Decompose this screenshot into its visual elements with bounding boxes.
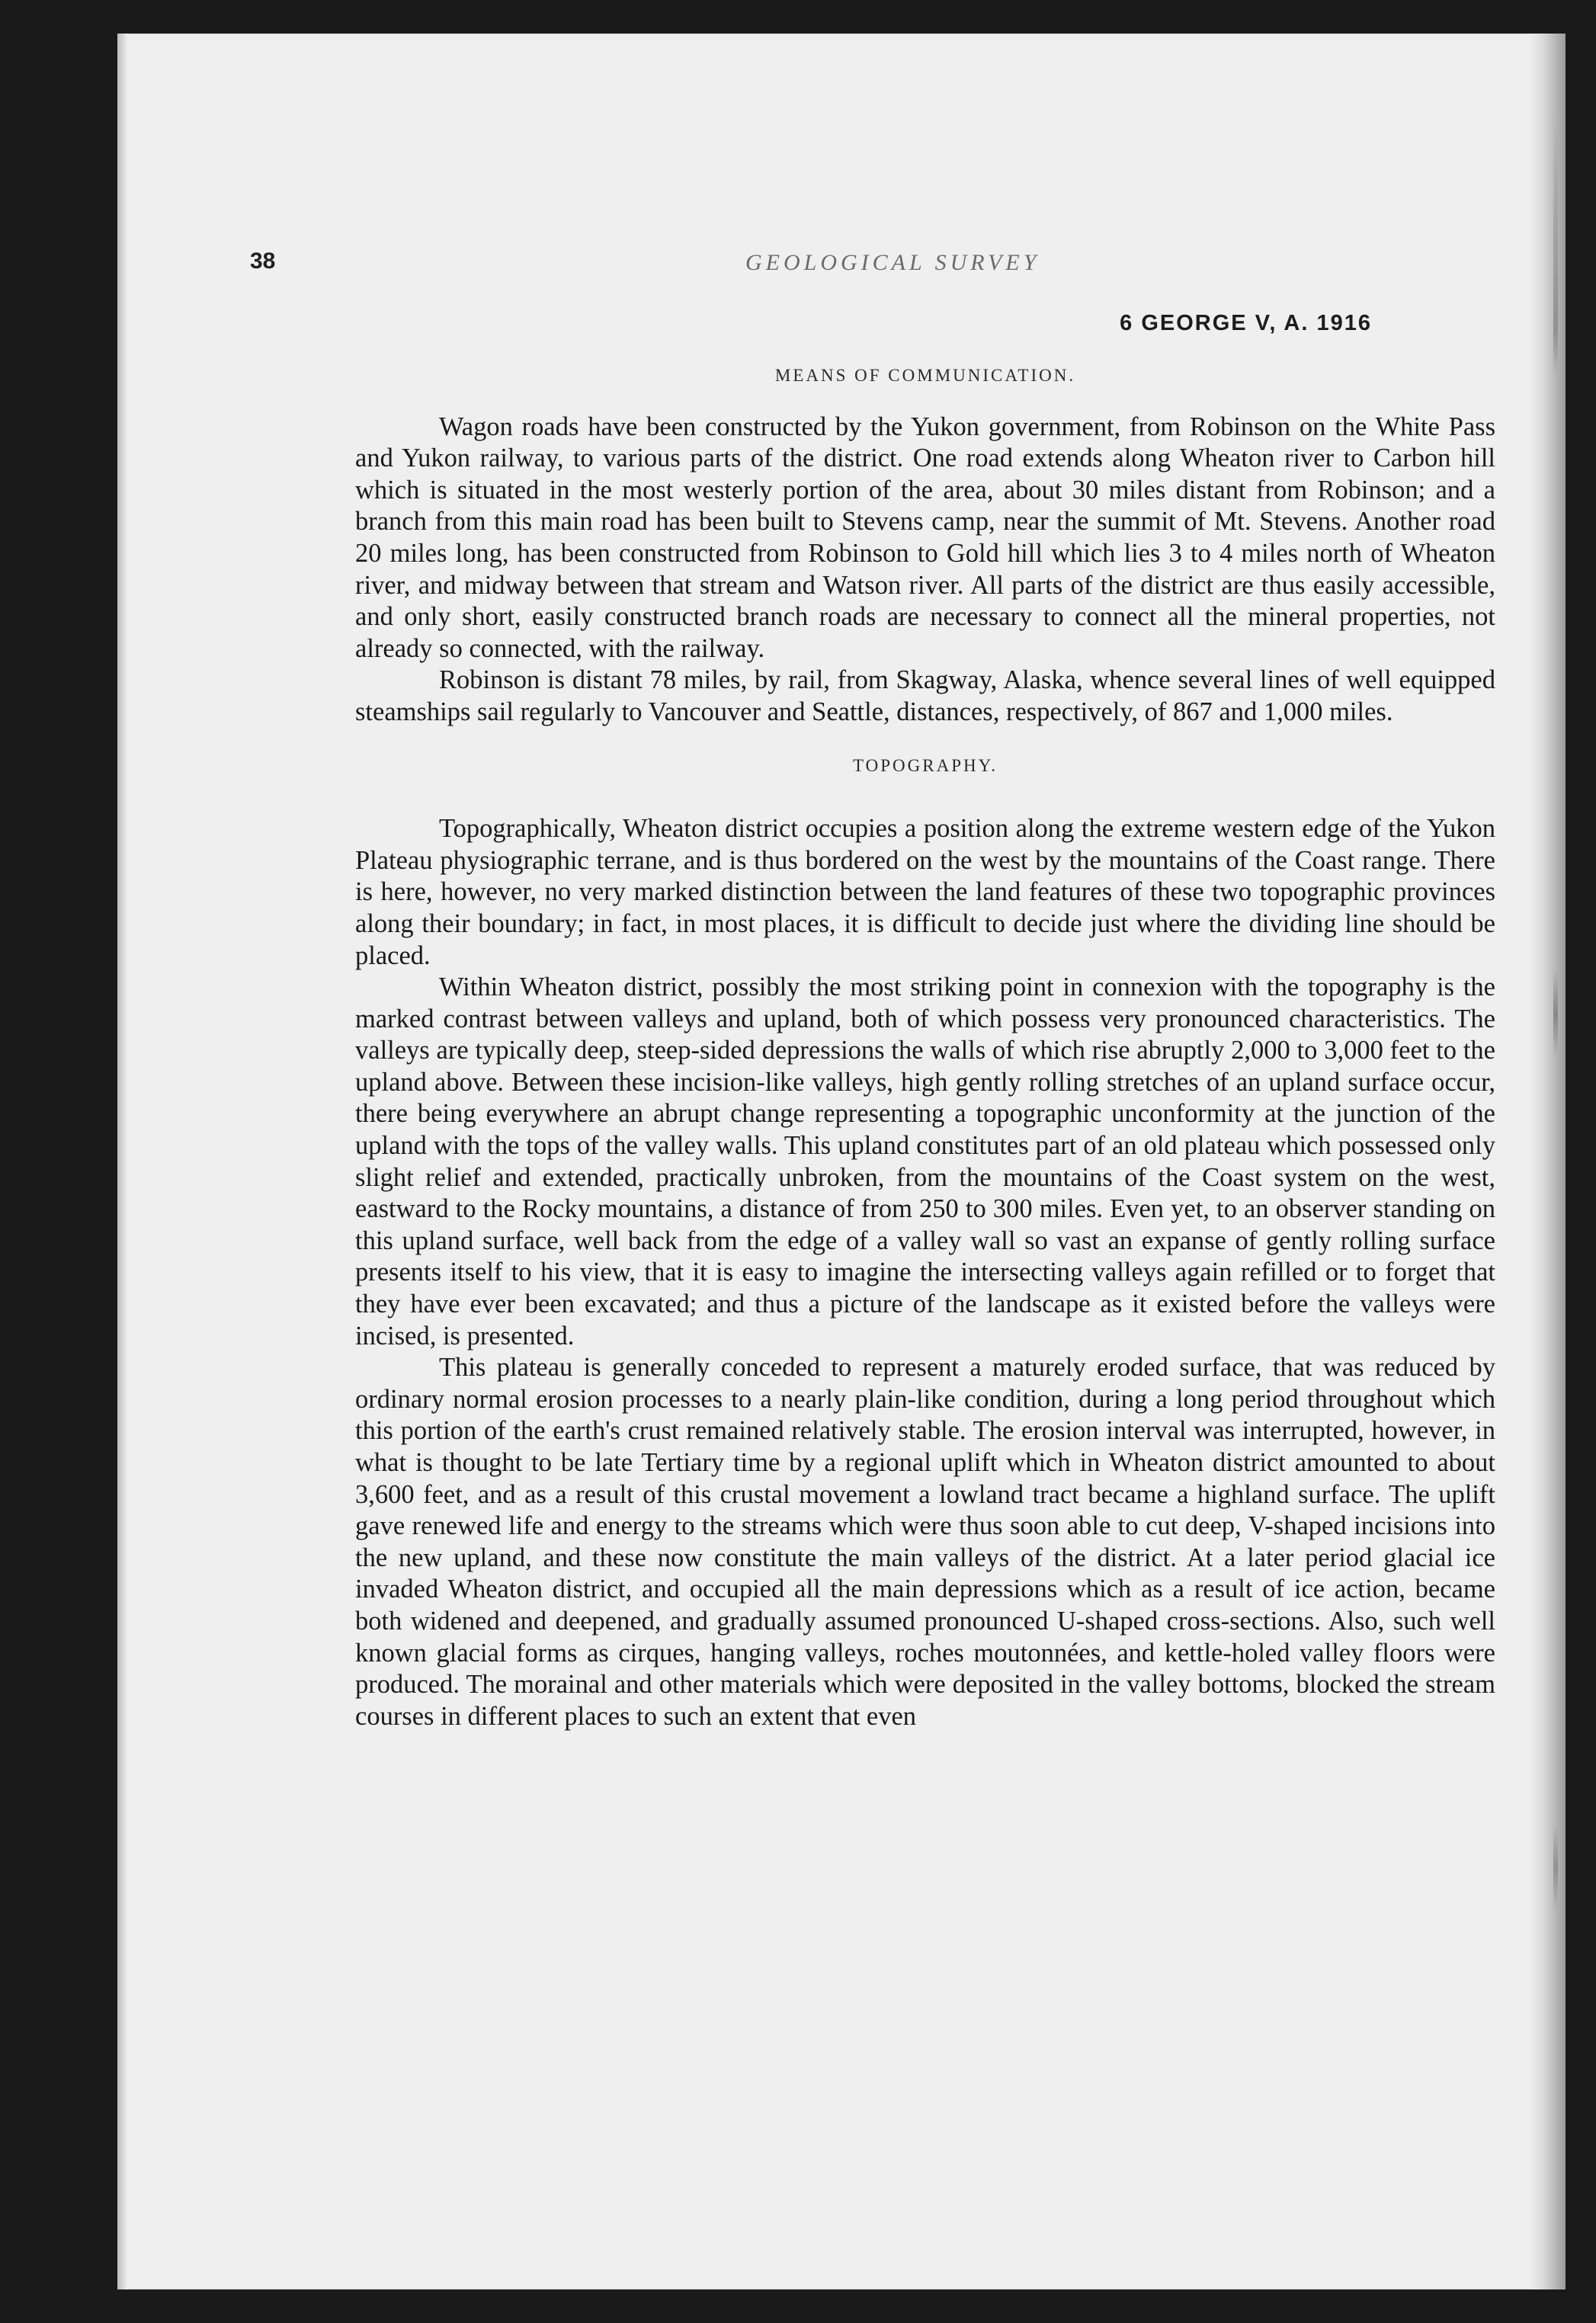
paragraph: Wagon roads have been constructed by the Yukon government, from Robinson on the White Pass and Yukon railway, to various parts of the district. One road extends along Wheaton river to Carbon hill which is situated in the most westerly portion of the area, about 30 miles distant from Robinson; and a branch from this main road has been built to Stevens camp, near the summit of Mt. Stevens. Another road 20 miles long, has been constructed from Robinson to Gold hill which lies 3 to 4 miles north of Wheaton river, and midway between that stream and Watson river. All parts of the district are thus easily accessible, and only short, easily constructed branch roads are necessary to connect all the mineral properties, not already so connected, with the railway. (355, 412, 1495, 663)
page-number: 38 (250, 248, 276, 274)
document-page (117, 34, 1566, 2289)
section-heading-topography: TOPOGRAPHY. (852, 755, 998, 775)
body-text (355, 360, 1495, 1732)
paragraph: Robinson is distant 78 miles, by rail, from Skagway, Alaska, whence several lines of well equipped steamships sail regularly to Vancouver and Seattle, distances, respectively, of 867 and 1,000 miles. (355, 665, 1495, 726)
page-header (250, 248, 1497, 287)
paragraph: Within Wheaton district, possibly the most striking point in connexion with the topography is the marked contrast between valleys and upland, both of which possess very pronounced characteristics. The valleys are typically deep, steep-sided depressions the walls of which rise abruptly 2,000 to 3,000 feet to the upland above. Between these incision-like valleys, high gently rolling stretches of an upland surface occur, there being everywhere an abrupt change representing a topographic unconformity at the junction of the upland with the tops of the valley walls. This upland constitutes part of an old plateau which possessed only slight relief and extended, practically unbroken, from the mountains of the Coast system on the west, eastward to the Rocky mountains, a distance of from 250 to 300 miles. Even yet, to an observer standing on this upland surface, well back from the edge of a valley wall so vast an expanse of gently rolling surface presents itself to his view, that it is easy to imagine the intersecting valleys again refilled or to forget that they have ever been excavated; and thus a picture of the landscape as it existed before the valleys were incised, is presented. (355, 972, 1495, 1351)
page-binding-shadow (1529, 34, 1566, 2289)
running-head: GEOLOGICAL SURVEY (745, 250, 1040, 275)
paragraph: This plateau is generally conceded to represent a maturely eroded surface, that was reduced by ordinary normal erosion processes to a nearly plain-like condition, during a long period throughout which this portion of the earth's crust remained relatively stable. The erosion interval was interrupted, however, in what is thought to be late Tertiary time by a regional uplift which in Wheaton district amounted to about 3,600 feet, and as a result of this crustal movement a lowland tract became a highland surface. The uplift gave renewed life and energy to the streams which were thus soon able to cut deep, V-shaped incisions into the new upland, and these now constitute the main valleys of the district. At a later period glacial ice invaded Wheaton district, and occupied all the main depressions which as a result of ice action, became both widened and deepened, and gradually assumed pronounced U-shaped cross-sections. Also, such well known glacial forms as cirques, hanging valleys, roches moutonnées, and kettle-holed valley floors were produced. The morainal and other materials which were deposited in the valley bottoms, blocked the stream courses in different places to such an extent that even (355, 1353, 1495, 1731)
section-heading-communication: MEANS OF COMMUNICATION. (774, 366, 1076, 385)
session-label: 6 GEORGE V, A. 1916 (1120, 311, 1372, 335)
page-left-edge (117, 34, 128, 2289)
paragraph: Topographically, Wheaton district occupies a position along the extreme western edge of the Yukon Plateau physiographic terrane, and is thus bordered on the west by the mountains of the Coast range. There is here, however, no very marked distinction between the land features of these two topographic provinces along their boundary; in fact, in most places, it is difficult to decide just where the dividing line should be placed. (355, 814, 1495, 970)
scan-artifact (1553, 117, 1558, 2251)
